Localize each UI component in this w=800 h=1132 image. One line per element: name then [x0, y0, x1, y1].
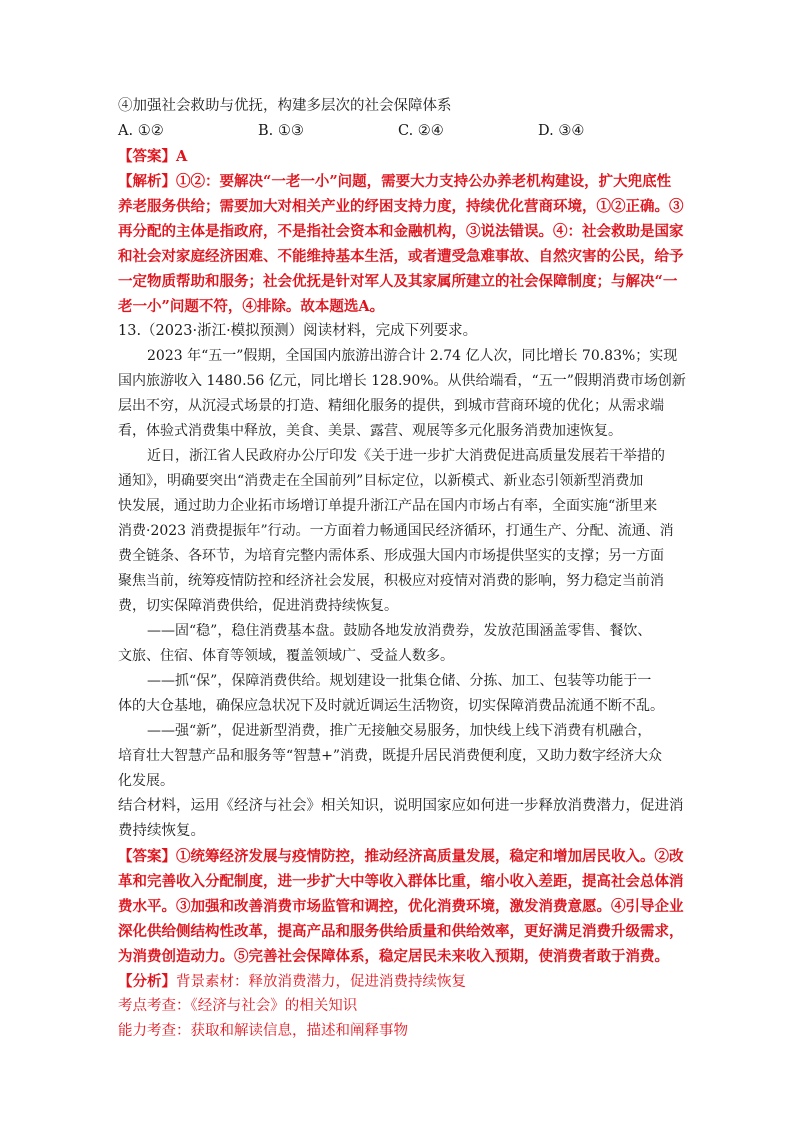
material-line: ——固“稳”，稳住消费基本盘。鼓励各地发放消费券，发放范围涵盖零售、餐饮、 [147, 623, 652, 639]
q13-question [118, 794, 684, 844]
material-line: 消费·2023 消费提振年”行动。一方面着力畅通国民经济循环，打通生产、分配、流通、消 [118, 523, 674, 539]
material-line: 层出不穷，从沉浸式场景的打造、精细化服务的提供，到城市营商环境的优化；从需求端 [118, 398, 664, 414]
analysis-line: 养老服务供给；需要加大对相关产业的纾困支持力度，持续优化营商环境，①②正确。③ [118, 198, 684, 215]
material-line: 聚焦当前，统筹疫情防控和经济社会发展，积极应对疫情对消费的影响，努力稳定当前消 [118, 573, 664, 589]
q13-analysis [118, 969, 680, 994]
material-line: 培育壮大智慧产品和服务等“智慧+”消费，既提升居民消费便利度，又助力数字经济大众 [118, 748, 663, 764]
q12-item-4: ④加强社会救助与优抚，构建多层次的社会保障体系 [118, 98, 452, 114]
analysis-text: 背景素材：释放消费潜力，促进消费持续恢复 [176, 974, 466, 990]
analysis-line: 和社会对家庭经济困难、不能维持基本生活，或者遭受急难事故、自然灾害的公民，给予 [118, 248, 684, 265]
material-line: 费全链条、各环节，为培育完整内需体系、形成强大国内市场提供坚实的支撑；另一方面 [118, 548, 664, 564]
material-line: 国内旅游收入 1480.56 亿元，同比增长 128.90%。从供给端看，“五一”假期消费市场创新 [118, 373, 686, 389]
option-d: D. ③④ [538, 123, 585, 139]
q12-analysis [118, 169, 684, 319]
answer-line: 【答案】①统筹经济发展与疫情防控，推动经济高质量发展，稳定和增加居民收入。②改 [118, 848, 684, 865]
analysis-label: 【分析】 [118, 973, 176, 990]
analysis-line: 再分配的主体是指政府，不是指社会资本和金融机构，③说法错误。④：社会救助是国家 [118, 223, 684, 240]
q13-header: 13.（2023·浙江·模拟预测）阅读材料，完成下列要求。 [118, 323, 478, 339]
material-line: 文旅、住宿、体育等领域，覆盖领域广、受益人数多。 [118, 648, 454, 664]
material-line: 快发展，通过助力企业拓市场增订单提升浙江产品在国内市场占有率，全面实施“浙里来 [118, 498, 658, 514]
material-line: 化发展。 [118, 773, 174, 789]
material-line: 近日，浙江省人民政府办公厅印发《关于进一步扩大消费促进高质量发展若干举措的 [147, 448, 665, 464]
material-line: 通知》，明确要突出“消费走在全国前列”目标定位，以新模式、新业态引领新型消费加 [118, 473, 644, 489]
answer-label: 【答案】 [118, 148, 176, 165]
answer-line: 费水平。③加强和改善消费市场监管和调控，优化消费环境，激发消费意愿。④引导企业 [118, 898, 684, 915]
option-a: A. ①② [118, 123, 164, 139]
analysis-line: 【解析】①②：要解决“一老一小”问题，需要大力支持公办养老机构建设，扩大兜底性 [118, 173, 672, 190]
question-line: 费持续恢复。 [118, 823, 205, 839]
answer-line: 深化供给侧结构性改革，提高产品和服务供给质量和供给效率，更好满足消费升级需求， [118, 923, 684, 940]
analysis-line: 一定物质帮助和服务；社会优抚是针对军人及其家属所建立的社会保障制度；与解决“一 [118, 273, 678, 290]
q13-answer [118, 844, 684, 969]
q13-nengli: 能力考查：获取和解读信息，描述和阐释事物 [118, 1023, 408, 1039]
material-line: 看，体验式消费集中释放，美食、美景、露营、观展等多元化服务消费加速恢复。 [118, 423, 622, 439]
option-c: C. ②④ [398, 123, 444, 139]
material-line: ——强“新”，促进新型消费，推广无接触交易服务，加快线上线下消费有机融合， [147, 723, 652, 739]
material-line: 2023 年“五一”假期，全国国内旅游出游合计 2.74 亿人次，同比增长 70.83%；实现 [147, 348, 678, 364]
answer-line: 为消费创造动力。⑤完善社会保障体系，稳定居民未来收入预期，使消费者敢于消费。 [118, 948, 669, 965]
answer-line: 革和完善收入分配制度，进一步扩大中等收入群体比重，缩小收入差距，提高社会总体消 [118, 873, 684, 890]
analysis-line: 老一小”问题不符，④排除。故本题选A。 [118, 298, 385, 315]
material-line: ——抓“保”，保障消费供给。规划建设一批集仓储、分拣、加工、包装等功能于一 [147, 673, 652, 689]
question-line: 结合材料，运用《经济与社会》相关知识，说明国家应如何进一步释放消费潜力，促进消 [118, 798, 684, 814]
material-line: 费，切实保障消费供给，促进消费持续恢复。 [118, 598, 398, 614]
option-b: B. ①③ [258, 123, 304, 139]
q12-answer [118, 144, 680, 169]
q13-kaodian: 考点考查：《经济与社会》的相关知识 [118, 998, 358, 1014]
document-content [118, 94, 686, 1044]
material-line: 体的大仓基地，确保应急状况下及时就近调运生活物资，切实保障消费品流通不断不乱。 [118, 698, 664, 714]
answer-value: A [176, 148, 188, 165]
q12-options [118, 119, 680, 144]
q13-material [118, 344, 686, 794]
